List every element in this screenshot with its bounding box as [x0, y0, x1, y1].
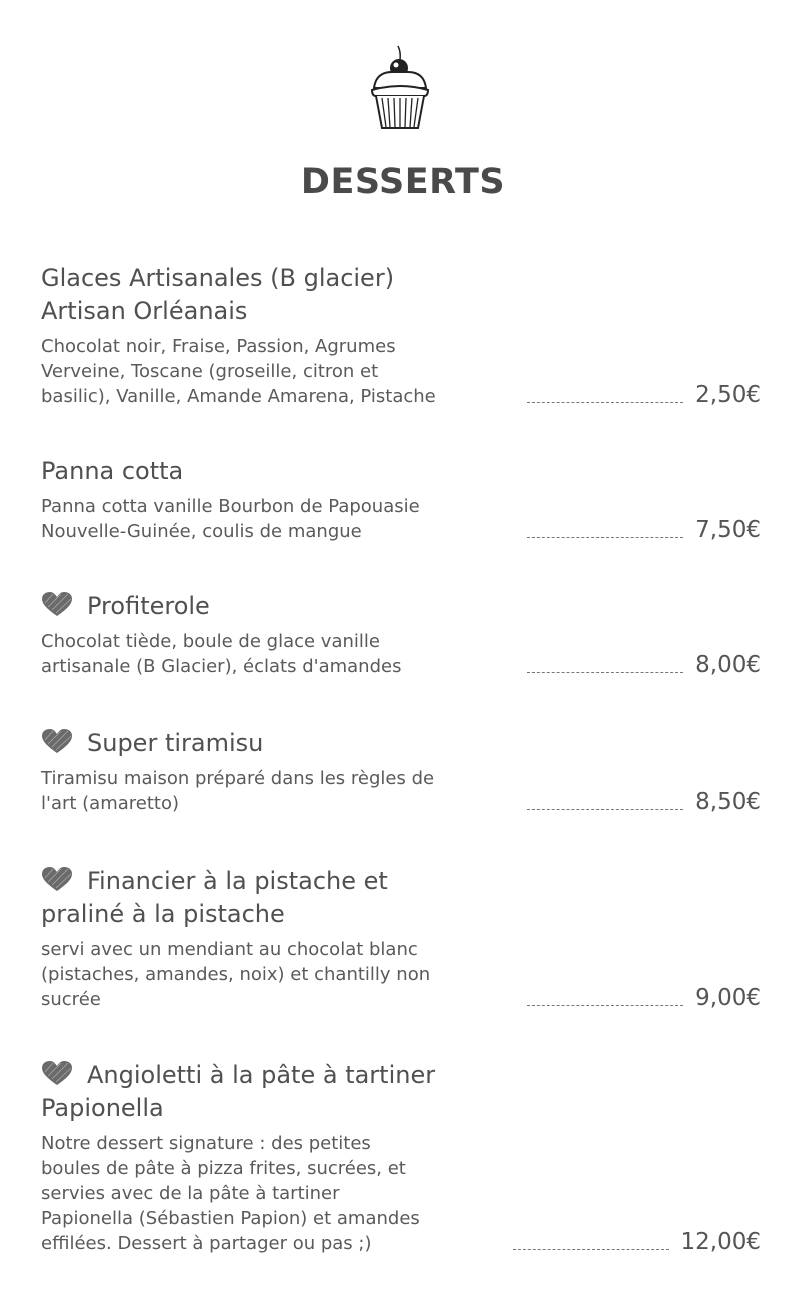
- page-title: DESSERTS: [300, 162, 506, 202]
- item-description: Notre dessert signature : des petites boules de pâte à pizza frites, sucrées, et servies avec de la pâte à tartiner Papionella (Sébastien Papion) et amandes effilées. Dessert à partager ou pas ;): [41, 1133, 420, 1254]
- item-name: [41, 455, 761, 488]
- dotted-leader: [527, 1005, 683, 1006]
- menu-item: [41, 262, 761, 409]
- item-name: [41, 590, 761, 623]
- item-name-text: Glaces Artisanales (B glacier) Artisan Orléanais: [41, 264, 395, 325]
- item-name: [41, 865, 761, 931]
- menu-item: [41, 590, 761, 679]
- menu-item: [41, 865, 761, 1012]
- menu-item: [41, 727, 761, 816]
- item-price: 8,50€: [695, 789, 761, 815]
- dotted-leader: [513, 1249, 669, 1250]
- item-name: [41, 1059, 761, 1125]
- price-row: [527, 788, 761, 816]
- item-name-text: Super tiramisu: [87, 729, 264, 757]
- price-row: [527, 984, 761, 1012]
- item-price: 9,00€: [695, 985, 761, 1011]
- item-price: 7,50€: [695, 517, 761, 543]
- heart-icon: [41, 1060, 73, 1086]
- item-name-text: Profiterole: [87, 592, 210, 620]
- menu-item: [41, 1059, 761, 1256]
- menu-item: [41, 455, 761, 544]
- cupcake-icon: [366, 42, 434, 132]
- item-description: Tiramisu maison préparé dans les règles de l'art (amaretto): [41, 768, 435, 814]
- dotted-leader: [527, 809, 683, 810]
- heart-icon: [41, 591, 73, 617]
- dotted-leader: [527, 672, 683, 673]
- price-row: [513, 1228, 761, 1256]
- price-row: [527, 651, 761, 679]
- dotted-leader: [527, 537, 683, 538]
- item-name-text: Angioletti à la pâte à tartiner Papionella: [41, 1061, 436, 1122]
- item-name-text: Financier à la pistache et praliné à la pistache: [41, 867, 388, 928]
- heart-icon: [41, 866, 73, 892]
- item-price: 8,00€: [695, 652, 761, 678]
- heart-icon: [41, 728, 73, 754]
- item-description: Panna cotta vanille Bourbon de Papouasie Nouvelle-Guinée, coulis de mangue: [41, 496, 420, 542]
- dotted-leader: [527, 402, 683, 403]
- price-row: [527, 516, 761, 544]
- item-name-text: Panna cotta: [41, 457, 184, 485]
- item-price: 12,00€: [680, 1229, 761, 1255]
- price-row: [527, 381, 761, 409]
- item-price: 2,50€: [695, 382, 761, 408]
- item-description: Chocolat tiède, boule de glace vanille artisanale (B Glacier), éclats d'amandes: [41, 631, 402, 677]
- item-description: Chocolat noir, Fraise, Passion, Agrumes Verveine, Toscane (groseille, citron et basilic), Vanille, Amande Amarena, Pistache: [41, 336, 436, 407]
- item-name: [41, 727, 761, 760]
- item-name: [41, 262, 761, 328]
- item-description: servi avec un mendiant au chocolat blanc (pistaches, amandes, noix) et chantilly non sucrée: [41, 939, 431, 1010]
